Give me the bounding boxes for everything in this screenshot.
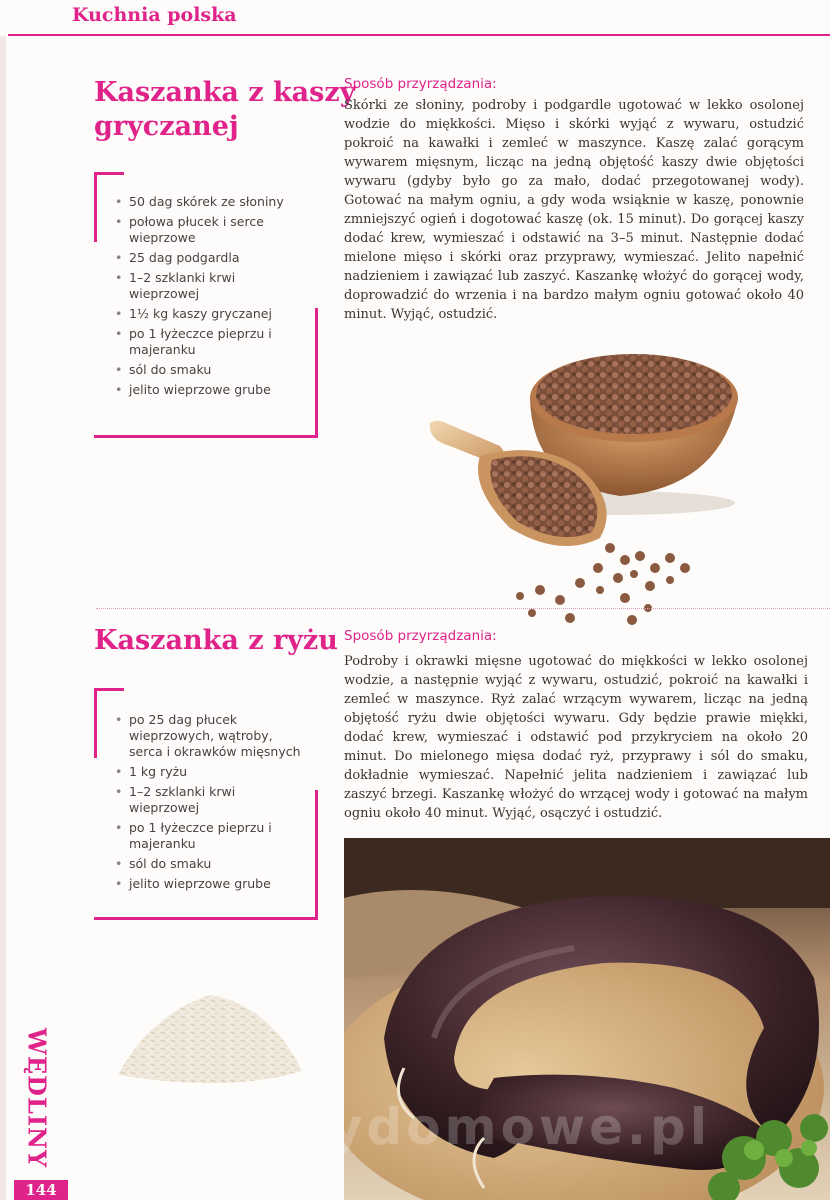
ingredient-item: • 1½ kg kaszy gryczanej [114, 306, 306, 322]
method-label: Sposób przyrządzania: [344, 76, 497, 92]
method-text: Skórki ze słoniny, podroby i podgardle ugotować w lekko osolonej wodzie do miękkości. Mięso i skórki wyjąć z wywaru, ostudzić pokroić na kawałki i zemleć w maszynce. Kaszę zalać gorącym wywarem mięsnym, licząc na jedną objętość kaszy dwie objętości wywaru (gdyby było go za mało, dodać przegotowanej wody). Gotować na małym ogniu, a gdy woda wsiąknie w kaszę, ponownie zmniejszyć ogień i dogotować kaszę (ok. 15 minut). Do gorącej kaszy dodać krew, wymieszać i odstawić na 3–5 minut. Następnie dodać mielone mięso i skórki oraz przyprawy, wymieszać. Jelito napełnić nadzieniem i zawiązać lub zaszyć. Kaszankę włożyć do gorącej wody, doprowadzić do wrzenia i na bardzo małym ogniu gotować około 40 minut. Wyjąć, ostudzić. [344, 98, 804, 322]
recipe-title-buckwheat [94, 76, 355, 144]
ingredient-item: • 1 kg ryżu [114, 764, 308, 780]
page-number: 144 [14, 1180, 68, 1200]
running-header-title: Kuchnia polska [72, 4, 237, 26]
method-text: Podroby i okrawki mięsne ugotować do miękkości w lekko osolonej wodzie, a następnie wyjąć z wywaru, ostudzić, pokroić na kawałki i zemleć w maszynce. Ryż zalać wrzącym wywarem, licząc na jedną objętość ryżu dwie objętości wywaru. Gdy będzie prawie miękki, dodać krew, wymieszać i odstawić pod przykryciem na około 20 minut. Do mielonego mięsa dodać ryż, przyprawy i sól do smaku, dokładnie wymieszać. Napełnić jelita nadzieniem i zawiązać lub zaszyć brzegi. Kaszankę włożyć do wrzącej wody i gotować na małym ogniu około 40 minut. Wyjąć, osączyć i ostudzić. [344, 654, 808, 821]
ingredient-item: • sól do smaku [114, 362, 306, 378]
ingredient-item: • połowa płucek i serce wieprzowe [114, 214, 306, 246]
ingredient-item: • 1–2 szklanki krwi wieprzowej [114, 784, 308, 816]
recipe-title-rice [94, 624, 338, 658]
ingredients-list [114, 712, 308, 896]
ingredient-item: • 50 dag skórek ze słoniny [114, 194, 306, 210]
recipe-divider [96, 608, 830, 609]
page-header [0, 0, 830, 38]
method-label: Sposób przyrządzania: [344, 628, 497, 644]
ingredient-item: • po 25 dag płucek wieprzowych, wątroby, serca i okrawków mięsnych [114, 712, 308, 760]
recipe-title-line: gryczanej [94, 111, 239, 142]
recipe-title-line: Kaszanka z ryżu [94, 625, 338, 656]
ingredients-box-buckwheat [94, 172, 318, 438]
watermark: wedlinydomowe.pl [120, 1098, 711, 1156]
section-label: WĘDLINY [22, 1027, 52, 1169]
ingredient-item: • po 1 łyżeczce pieprzu i majeranku [114, 820, 308, 852]
header-rule [8, 34, 830, 36]
ingredient-item: • jelito wieprzowe grube [114, 876, 308, 892]
ingredient-item: • jelito wieprzowe grube [114, 382, 306, 398]
ingredient-item: • po 1 łyżeczce pieprzu i majeranku [114, 326, 306, 358]
section-tab [20, 1012, 54, 1184]
page-edge-strip [0, 36, 6, 1200]
ingredient-item: • 25 dag podgardla [114, 250, 306, 266]
recipe-title-line: Kaszanka z kaszy [94, 77, 356, 108]
ingredient-item: • sól do smaku [114, 856, 308, 872]
rice-pile-photo [110, 975, 310, 1095]
ingredients-box-rice [94, 688, 318, 920]
buckwheat-bowl-photo [420, 328, 750, 633]
ingredients-list [114, 194, 306, 402]
ingredient-item: • 1–2 szklanki krwi wieprzowej [114, 270, 306, 302]
